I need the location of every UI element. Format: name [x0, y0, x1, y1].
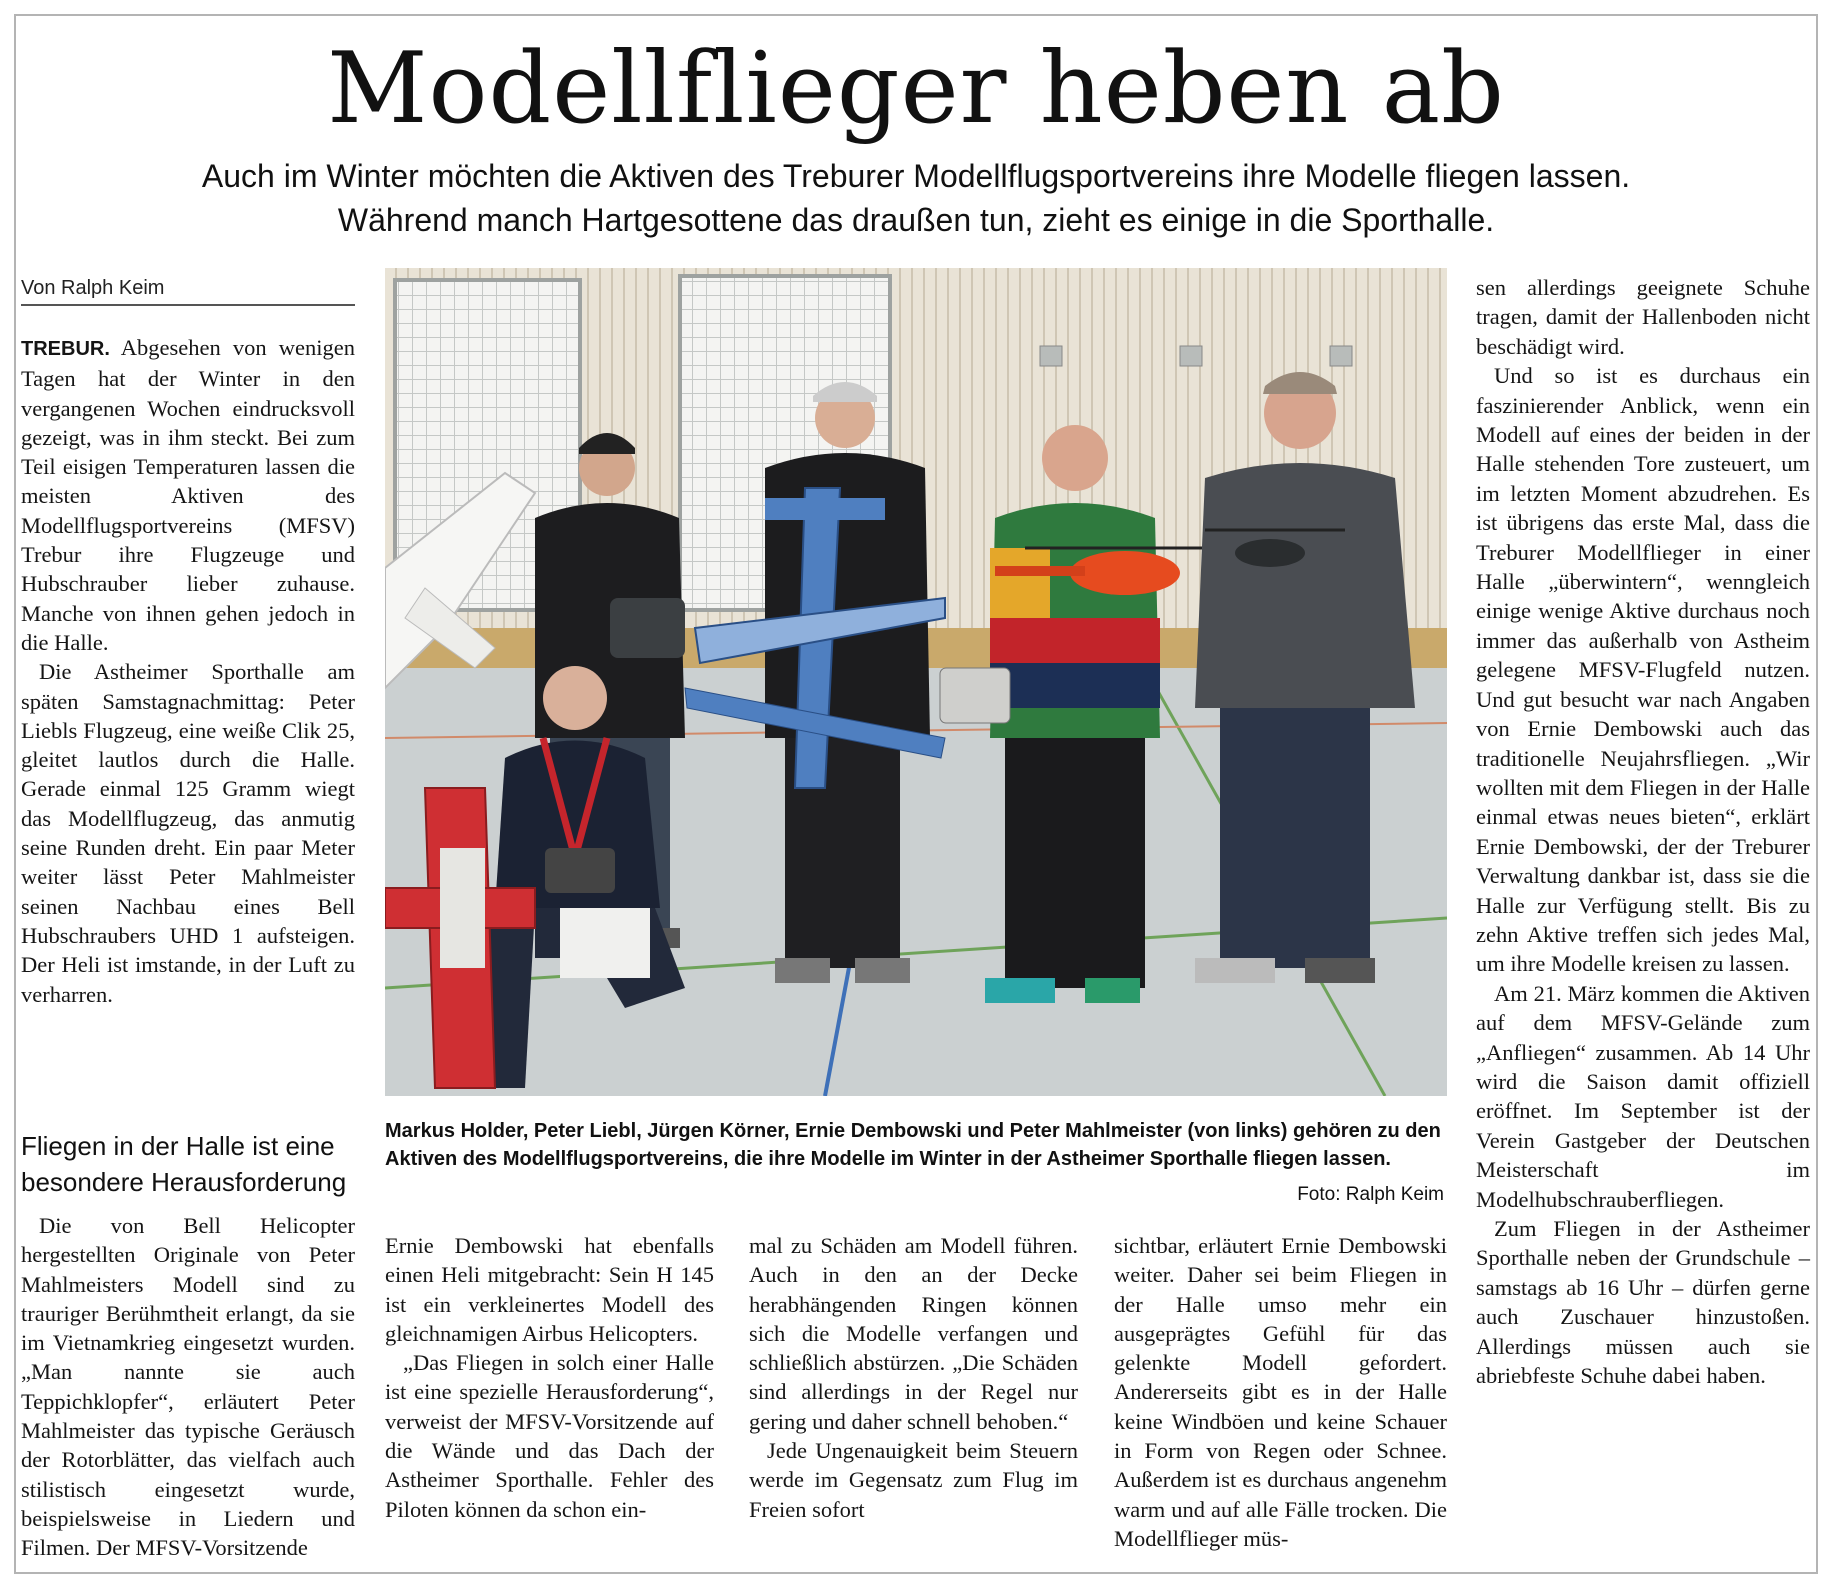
photo-caption: Markus Holder, Peter Liebl, Jürgen Körner, Ernie Dembowski und Peter Mahlmeister (von links) gehören zu den Aktiven des Modellflugsportvereins, die ihre Modelle im Winter in der Astheimer Sporthalle fliegen lassen. [385, 1120, 1441, 1170]
paragraph-col2-1: Ernie Dembowski hat ebenfalls einen Heli mitgebracht: Sein H 145 ist ein verkleinertes Modell des gleichnamigen Airbus Helicopters. [385, 1233, 714, 1346]
text-column-3 [749, 1231, 1078, 1524]
subheading: Fliegen in der Halle ist eine besondere Herausforderung [21, 1131, 347, 1197]
newspaper-page [14, 14, 1818, 1574]
photo-illustration [385, 268, 1447, 1096]
wall-vent [1180, 346, 1202, 366]
paragraph-intro [21, 333, 355, 657]
paragraph-col5-2: Und so ist es durchaus ein faszinierender Anblick, wenn ein Modell auf eines der beiden in der Halle stehenden Tore zusteuert, um im letzten Moment abzudrehen. Es ist übrigens das erste Mal, dass die Treburer Modellflieger in einer Halle „überwintern“, wenngleich einige wenige Aktive durchaus noch immer das außerhalb von Astheim gelegene MFSV-Flugfeld nutzen. Und gut besucht war nach Angaben von Ernie Dembowski auch das traditionelle Neujahrsfliegen. „Wir wollten mit dem Fliegen in der Halle einmal etwas neues bieten“, erklärt Ernie Dembowski, der der Treburer Verwaltung dankbar ist, dass sie die Halle zur Verfügung stellt. Bis zu zehn Aktive treffen sich jedes Mal, um ihre Modelle kreisen zu lassen. [1476, 363, 1810, 977]
remote-control [610, 598, 685, 658]
photo-credit: Foto: Ralph Keim [1297, 1184, 1444, 1205]
text-column-1 [21, 333, 355, 1009]
text-column-5 [1476, 273, 1810, 1390]
paragraph-col2-2: „Das Fliegen in solch einer Halle ist eine spezielle Herausforderung“, verweist der MFSV-Vorsitzende auf die Wände und das Dach der Astheimer Sporthalle. Fehler des Piloten können da schon ein- [385, 1350, 714, 1522]
article-subtitle [76, 154, 1756, 242]
text-column-2 [385, 1231, 714, 1524]
paragraph-2: Die Astheimer Sporthalle am späten Samstagnachmittag: Peter Liebls Flugzeug, eine weiße Clik 25, gleitet lautlos durch die Halle. Gerade einmal 125 Gramm wiegt das Modellflugzeug, das anmutig seine Runden dreht. Ein paar Meter weiter lässt Peter Mahlmeister seinen Nachbau eines Bell Hubschraubers UHD 1 aufsteigen. Der Heli ist imstande, in der Luft zu verharren. [21, 659, 355, 1007]
byline: Von Ralph Keim [21, 277, 355, 306]
paragraph-3: Die von Bell Helicopter hergestellten Originale von Peter Mahlmeisters Modell sind zu trauriger Berühmtheit erlangt, da sie im Vietnamkrieg eingesetzt wurden. „Man nannte sie auch Teppichklopfer“, erläutert Peter Mahlmeister das typische Geräusch der Rotorblätter, das vielfach auch stilistisch eingesetzt wurde, beispielsweise in Liedern und Filmen. Der MFSV-Vorsitzende [21, 1213, 355, 1561]
text-column-1-lower [21, 1211, 355, 1563]
subtitle-line-1: Auch im Winter möchten die Aktiven des Treburer Modellflugsportvereins ihre Modelle fliegen lassen. [201, 158, 1631, 194]
paragraph-col3-1: mal zu Schäden am Modell führen. Auch in den an der Decke herabhängenden Ringen können sich die Modelle verfangen und schließlich abstürzen. „Die Schäden sind allerdings in der Regel nur gering und daher schnell behoben.“ [749, 1233, 1078, 1434]
paragraph-col5-3: Am 21. März kommen die Aktiven auf dem MFSV-Gelände zum „Anfliegen“ zusammen. Ab 14 Uhr wird die Saison damit offiziell eröffnet. Im September ist der Verein Gastgeber der Deutschen Meisterschaft im Modelhubschrauberfliegen. [1476, 980, 1810, 1212]
text-column-4 [1114, 1231, 1447, 1553]
remote-control [545, 848, 615, 893]
paragraph-intro-text: Abgesehen von wenigen Tagen hat der Winter in den vergangenen Wochen eindrucksvoll gezeigt, was in ihm steckt. Bei zum Teil eisigen Temperaturen lassen die meisten Aktiven des Modellflugsportvereins (MFSV) Trebur ihre Flugzeuge und Hubschrauber lieber zuhause. Manche von ihnen gehen jedoch in die Halle. [21, 335, 355, 655]
paragraph-col4-1: sichtbar, erläutert Ernie Dembowski weiter. Daher sei beim Fliegen in der Halle umso mehr ein ausgeprägtes Gefühl für das gelenkte Modell gefordert. Andererseits gibt es in der Halle keine Windböen und keine Schauer in Form von Regen oder Schnee. Außerdem ist es durchaus angenehm warm und auf alle Fälle trocken. Die Modellflieger müs- [1114, 1233, 1447, 1551]
paragraph-col5-1: sen allerdings geeignete Schuhe tragen, damit der Hallenboden nicht beschädigt wird. [1476, 275, 1810, 359]
article-photo [385, 268, 1447, 1096]
dateline: TREBUR. [21, 338, 110, 360]
subtitle-line-2: Während manch Hartgesottene das draußen tun, zieht es einige in die Sporthalle. [337, 202, 1495, 238]
article-headline: Modellflieger heben ab [327, 32, 1505, 146]
remote-control [940, 668, 1010, 723]
wall-vent [1330, 346, 1352, 366]
wall-vent [1040, 346, 1062, 366]
paragraph-col3-2: Jede Ungenauigkeit beim Steuern werde im Gegensatz zum Flug im Freien sofort [749, 1438, 1078, 1522]
paragraph-col5-4: Zum Fliegen in der Astheimer Sporthalle neben der Grundschule – samstags ab 16 Uhr – dürfen gerne auch Zuschauer hinzustoßen. Allerdings müssen auch sie abriebfeste Schuhe dabei haben. [1476, 1216, 1810, 1389]
